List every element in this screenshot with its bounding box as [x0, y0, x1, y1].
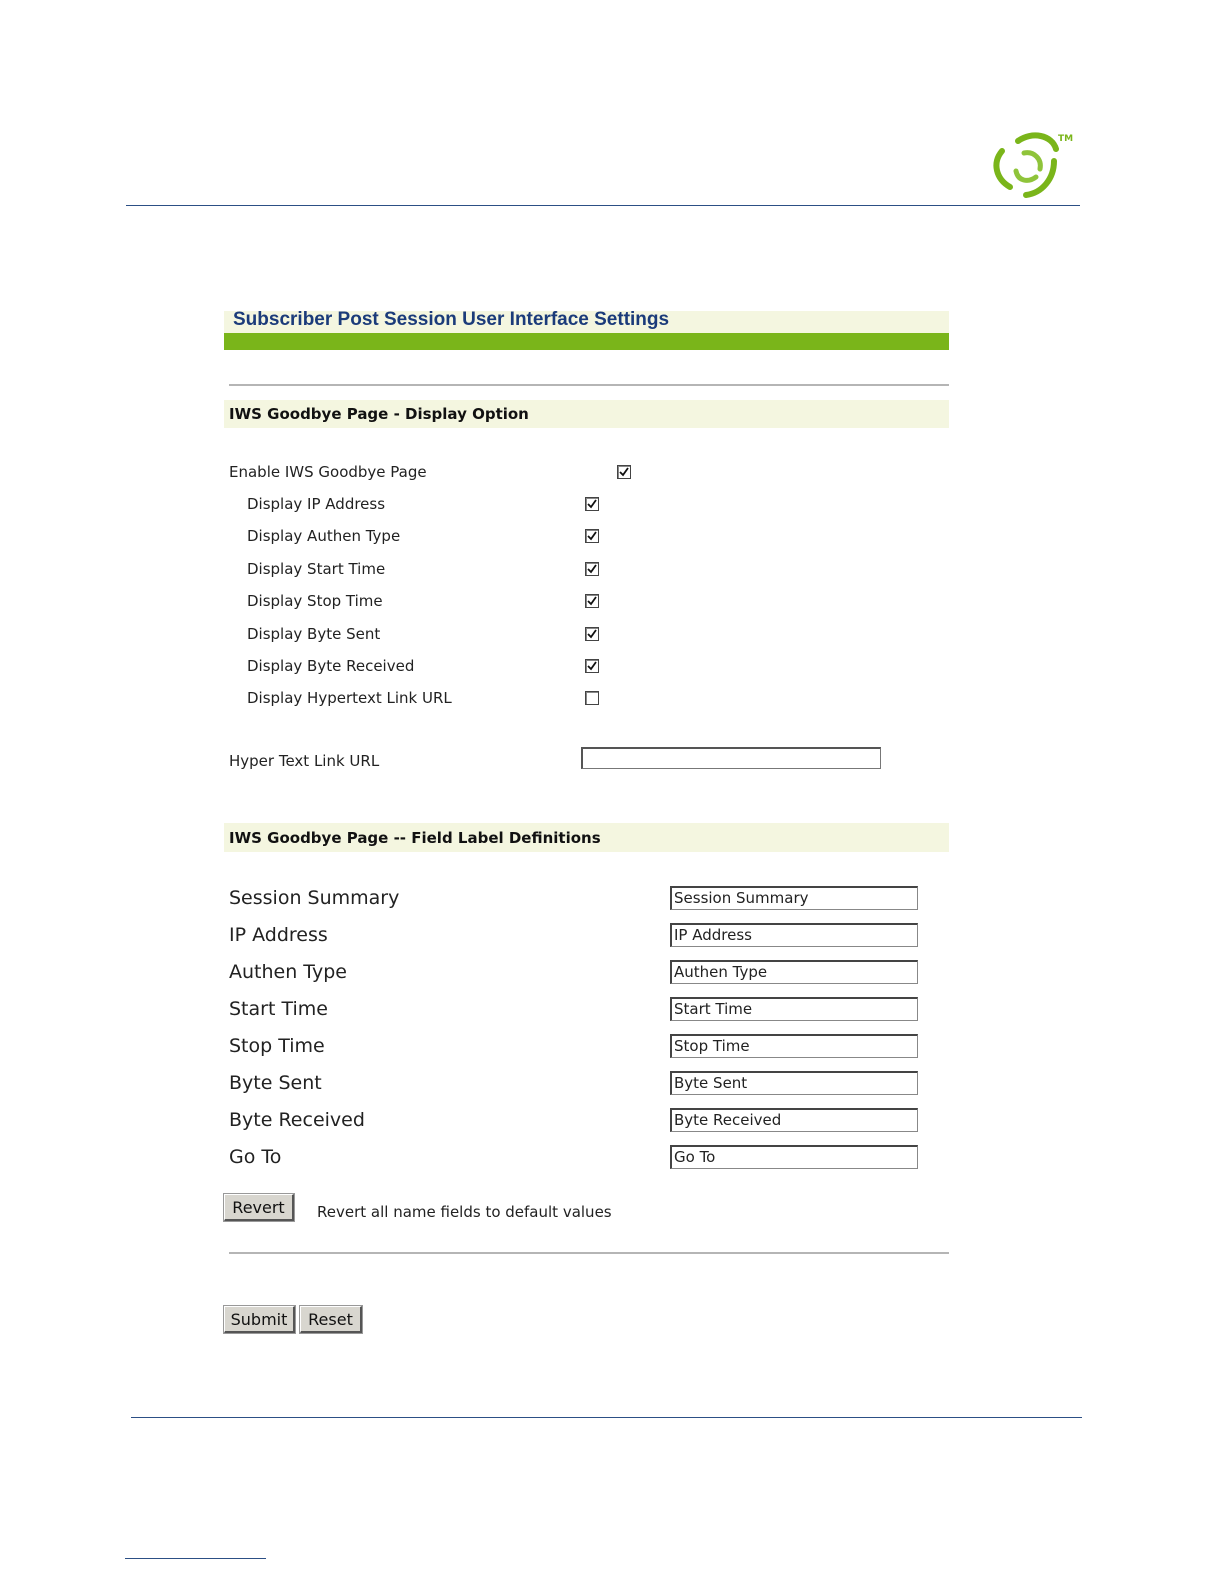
submit-button[interactable]: Submit [224, 1306, 295, 1333]
option-label-hypertext-link: Display Hypertext Link URL [247, 689, 452, 707]
hypertext-url-input[interactable] [581, 747, 881, 769]
field-input-byte-received[interactable]: Byte Received [670, 1108, 918, 1132]
page-title: Subscriber Post Session User Interface Settings [233, 309, 670, 330]
header-rule [126, 205, 1080, 206]
option-checkbox-ip-address[interactable] [585, 497, 599, 511]
checkmark-icon [618, 466, 630, 478]
title-accent-bar [224, 333, 949, 350]
option-checkbox-byte-received[interactable] [585, 659, 599, 673]
field-input-start-time[interactable]: Start Time [670, 997, 918, 1021]
divider [229, 1252, 949, 1254]
field-label-session-summary: Session Summary [229, 887, 400, 909]
field-input-stop-time[interactable]: Stop Time [670, 1034, 918, 1058]
enable-goodbye-label: Enable IWS Goodbye Page [229, 463, 427, 481]
checkmark-icon [586, 660, 598, 672]
field-input-authen-type[interactable]: Authen Type [670, 960, 918, 984]
field-label-ip-address: IP Address [229, 924, 328, 946]
option-label-start-time: Display Start Time [247, 560, 386, 578]
field-input-byte-sent[interactable]: Byte Sent [670, 1071, 918, 1095]
option-checkbox-authen-type[interactable] [585, 529, 599, 543]
checkmark-icon [586, 530, 598, 542]
field-label-stop-time: Stop Time [229, 1035, 325, 1057]
checkmark-icon [586, 628, 598, 640]
reset-button[interactable]: Reset [300, 1306, 362, 1333]
field-input-go-to[interactable]: Go To [670, 1145, 918, 1169]
field-label-go-to: Go To [229, 1146, 282, 1168]
option-checkbox-hypertext-link[interactable] [585, 691, 599, 705]
divider [229, 384, 949, 386]
option-checkbox-stop-time[interactable] [585, 594, 599, 608]
field-labels-heading: IWS Goodbye Page -- Field Label Definitions [229, 829, 601, 847]
option-checkbox-byte-sent[interactable] [585, 627, 599, 641]
enable-goodbye-checkbox[interactable] [617, 465, 631, 479]
trademark-text: TM [1058, 134, 1074, 144]
field-label-byte-sent: Byte Sent [229, 1072, 322, 1094]
field-label-authen-type: Authen Type [229, 961, 347, 983]
option-label-byte-sent: Display Byte Sent [247, 625, 381, 643]
option-label-byte-received: Display Byte Received [247, 657, 415, 675]
hypertext-url-label: Hyper Text Link URL [229, 752, 380, 770]
checkmark-icon [586, 595, 598, 607]
swirl-logo-icon [988, 127, 1074, 203]
revert-button[interactable]: Revert [224, 1194, 294, 1221]
footer-short-rule [125, 1558, 266, 1559]
field-input-session-summary[interactable]: Session Summary [670, 886, 918, 910]
revert-hint: Revert all name fields to default values [317, 1203, 612, 1221]
option-checkbox-start-time[interactable] [585, 562, 599, 576]
option-label-authen-type: Display Authen Type [247, 527, 401, 545]
footer-rule [131, 1417, 1082, 1418]
option-label-stop-time: Display Stop Time [247, 592, 383, 610]
field-label-start-time: Start Time [229, 998, 328, 1020]
display-option-heading: IWS Goodbye Page - Display Option [229, 405, 529, 423]
checkmark-icon [586, 498, 598, 510]
field-input-ip-address[interactable]: IP Address [670, 923, 918, 947]
checkmark-icon [586, 563, 598, 575]
option-label-ip-address: Display IP Address [247, 495, 386, 513]
field-label-byte-received: Byte Received [229, 1109, 365, 1131]
